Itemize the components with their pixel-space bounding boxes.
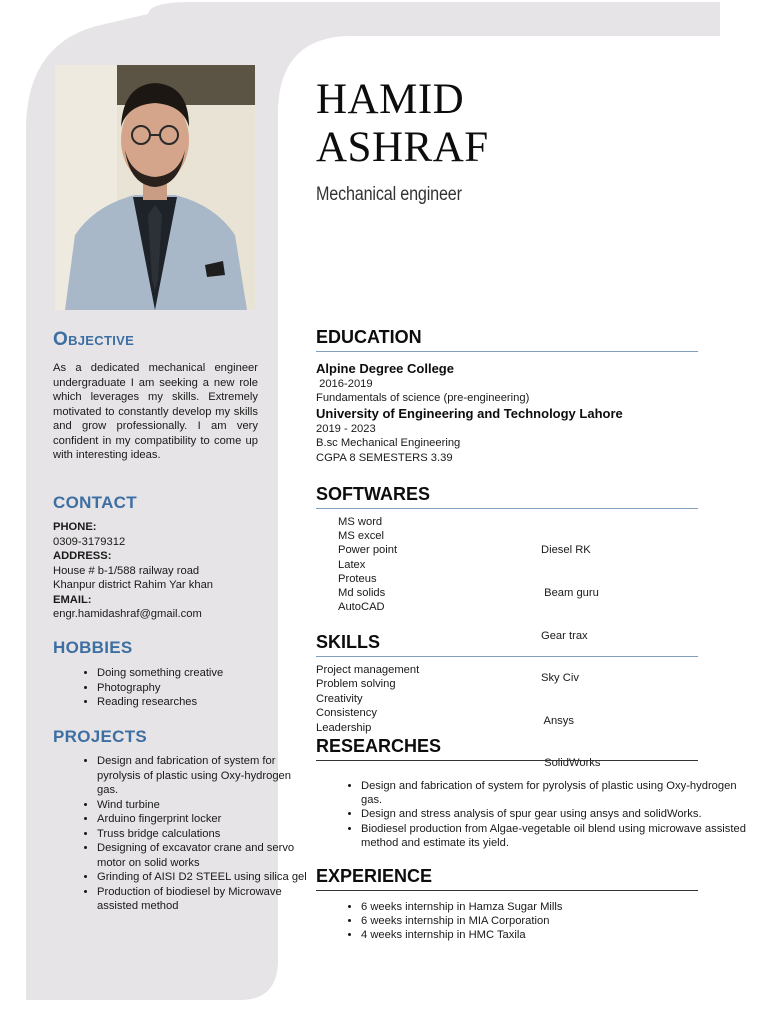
list-item: • Wind turbine: [97, 798, 309, 813]
researches-heading: RESEARCHES: [316, 736, 698, 761]
experience-list: [316, 900, 751, 943]
last-name: ASHRAF: [316, 124, 489, 171]
university-cgpa: CGPA 8 SEMESTERS 3.39: [316, 451, 453, 464]
list-item: Leadership: [316, 721, 372, 734]
list-item: • Production of biodiesel by Microwave assisted method: [97, 885, 309, 914]
email-value: engr.hamidashraf@gmail.com: [53, 608, 202, 620]
list-item: • Arduino fingerprint locker: [97, 812, 309, 827]
list-item: • Designing of excavator crane and servo motor on solid works: [97, 841, 309, 870]
softwares-column-1: [338, 515, 397, 614]
education-heading: EDUCATION: [316, 327, 698, 352]
list-item: AutoCAD: [338, 601, 385, 614]
list-item: Latex: [338, 558, 366, 571]
researches-list: [316, 779, 751, 850]
list-item: • Design and fabrication of system for pyrolysis of plastic using Oxy-hydrogen gas.: [97, 754, 309, 798]
list-item: MS word: [338, 516, 383, 528]
university-degree: B.sc Mechanical Engineering: [316, 437, 461, 450]
phone-value: 0309-3179312: [53, 535, 126, 548]
list-item: • 6 weeks internship in MIA Corporation: [361, 914, 751, 928]
list-item: Creativity: [316, 692, 363, 705]
list-item: • Biodiesel production from Algae-vegetable oil blend using microwave assisted method and estimate its yield.: [361, 822, 751, 850]
list-item: Ansys: [541, 714, 574, 727]
college-years: 2016-2019: [316, 378, 373, 390]
address-line-2: Khanpur district Rahim Yar khan: [53, 579, 214, 591]
skills-heading: SKILLS: [316, 632, 698, 657]
list-item: • Design and stress analysis of spur gear using ansys and solidWorks.: [361, 807, 751, 821]
list-item: Beam guru: [541, 587, 599, 600]
education-details: [316, 361, 623, 465]
skills-list: [316, 663, 419, 735]
objective-heading: Objective: [53, 329, 135, 350]
list-item: • Truss bridge calculations: [97, 827, 309, 842]
first-name: HAMID: [316, 76, 465, 123]
list-item: Diesel RK: [541, 544, 591, 557]
list-item: Power point: [338, 544, 398, 557]
email-label: EMAIL:: [53, 593, 92, 606]
list-item: Proteus: [338, 572, 377, 585]
list-item: Md solids: [338, 587, 386, 600]
list-item: • Grinding of AISI D2 STEEL using silica gel: [97, 870, 309, 885]
list-item: • Doing something creative: [97, 666, 307, 681]
list-item: • Reading researches: [97, 695, 307, 710]
list-item: • Design and fabrication of system for pyrolysis of plastic using Oxy-hydrogen gas.: [361, 779, 751, 807]
college-name: Alpine Degree College: [316, 361, 454, 376]
list-item: MS excel: [338, 530, 385, 543]
list-item: • 6 weeks internship in Hamza Sugar Mills: [361, 900, 751, 914]
list-item: Project management: [316, 664, 420, 676]
full-name: [316, 76, 736, 172]
profile-photo: [55, 65, 255, 310]
job-title: Mechanical engineer: [316, 184, 462, 205]
university-name: University of Engineering and Technology Lahore: [316, 405, 623, 421]
address-line-1: House # b-1/588 railway road: [53, 564, 200, 577]
university-years: 2019 - 2023: [316, 422, 376, 435]
list-item: Problem solving: [316, 678, 396, 691]
list-item: Consistency: [316, 707, 377, 720]
hobbies-list: [52, 666, 307, 710]
list-item: SolidWorks: [541, 757, 601, 770]
phone-label: PHONE:: [53, 521, 97, 533]
college-program: Fundamentals of science (pre-engineering): [316, 392, 530, 405]
list-item: • Photography: [97, 681, 307, 696]
hobbies-heading: HOBBIES: [53, 638, 133, 657]
contact-heading: CONTACT: [53, 493, 137, 512]
projects-heading: PROJECTS: [53, 727, 148, 746]
softwares-heading: SOFTWARES: [316, 484, 698, 509]
list-item: Sky Civ: [541, 672, 579, 685]
list-item: Gear trax: [541, 629, 588, 642]
list-item: • 4 weeks internship in HMC Taxila: [361, 928, 751, 942]
objective-text: As a dedicated mechanical engineer undergraduate I am seeking a new role which leverages my skills. Extremely motivated to constantly develop my skills and grow professionally. I am very confident in my compatibility to come up with interesting ideas.: [53, 362, 258, 461]
address-label: ADDRESS:: [53, 550, 112, 562]
projects-list: [52, 754, 309, 914]
contact-details: [53, 520, 258, 622]
experience-heading: EXPERIENCE: [316, 866, 698, 891]
